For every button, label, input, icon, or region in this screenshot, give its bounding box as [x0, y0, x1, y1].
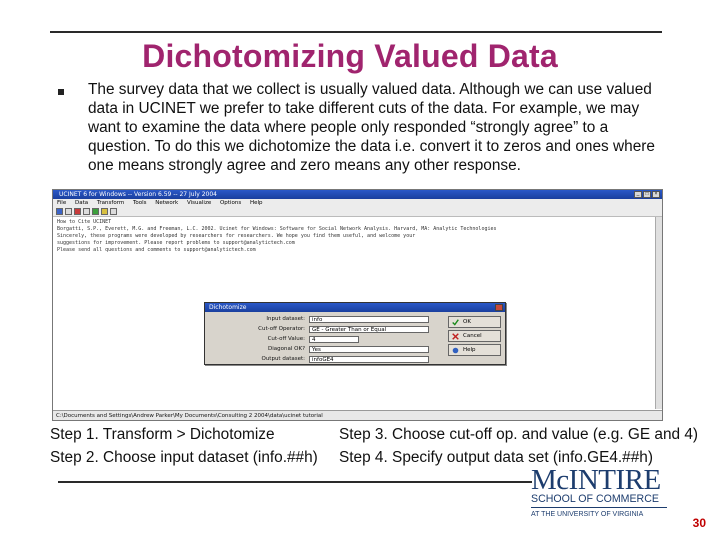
menu-item-network[interactable]: Network — [155, 200, 179, 206]
menu-item-transform[interactable]: Transform — [96, 200, 125, 206]
x-icon — [452, 333, 459, 340]
step-4: Step 4. Specify output data set (info.GE4.##h) — [339, 449, 653, 466]
netdraw-icon[interactable] — [74, 208, 81, 215]
check-icon — [452, 319, 459, 326]
menu-item-options[interactable]: Options — [219, 200, 242, 206]
maximize-icon[interactable]: □ — [643, 191, 651, 198]
output-dataset-row — [209, 355, 429, 363]
logo-main: McINTIRE — [531, 464, 661, 496]
bullet-text: The survey data that we collect is usually valued data. Although we can use valued data in UCINET we prefer to take different cuts of the data. For example, we may want to examine the data where people only responded “strongly agree” to a question. To do this we dichotomize the data i.e. convert it to zeros and ones where one means strongly agree and zero means any other response. — [88, 81, 655, 174]
cutoff-value-field[interactable]: 4 — [309, 336, 359, 343]
window-controls — [634, 191, 660, 198]
cutoff-value-label: Cut-off Value: — [267, 336, 305, 342]
text-icon[interactable] — [83, 208, 90, 215]
logo-sub: SCHOOL OF COMMERCE — [531, 493, 659, 505]
log-line: How to Cite UCINET — [57, 219, 112, 225]
bullet-icon — [58, 89, 64, 95]
vertical-scrollbar[interactable] — [655, 217, 662, 409]
status-bar: C:\Documents and Settings\Andrew Parker\My Documents\Consulting 2 2004\data\ucinet tutorial — [53, 410, 662, 420]
cutoff-operator-select[interactable]: GE - Greater Than or Equal — [309, 326, 429, 333]
step-3: Step 3. Choose cut-off op. and value (e.g. GE and 4) — [339, 426, 699, 443]
menu-item-tools[interactable]: Tools — [132, 200, 147, 206]
logo-sub2: AT THE UNIVERSITY OF VIRGINIA — [531, 511, 644, 518]
log-line: Sincerely, these programs were developed by researchers for researchers. We hope you find them useful, and welcome your — [57, 233, 416, 239]
close-icon[interactable]: × — [652, 191, 660, 198]
top-rule — [50, 31, 662, 33]
dialog-title[interactable]: Dichotomize — [205, 303, 505, 312]
close-icon[interactable] — [495, 304, 503, 311]
cancel-button[interactable] — [448, 330, 501, 342]
output-dataset-field[interactable]: infoGE4 — [309, 356, 429, 363]
step-1: Step 1. Transform > Dichotomize — [50, 426, 275, 443]
menu-item-data[interactable]: Data — [74, 200, 89, 206]
help-icon[interactable] — [110, 208, 117, 215]
dichotomize-dialog — [204, 302, 506, 365]
menu-item-visualize[interactable]: Visualize — [187, 200, 212, 206]
open-icon[interactable] — [56, 208, 63, 215]
help-button[interactable] — [448, 344, 501, 356]
cutoff-value-row — [209, 335, 359, 343]
bottom-rule — [58, 481, 532, 483]
minimize-icon[interactable]: _ — [634, 191, 642, 198]
input-dataset-row — [209, 315, 429, 323]
cancel-label: Cancel — [463, 333, 482, 339]
help-label: Help — [463, 347, 476, 353]
output-dataset-label: Output dataset: — [261, 356, 305, 362]
mage-icon[interactable] — [101, 208, 108, 215]
diagonal-select[interactable]: Yes — [309, 346, 429, 353]
menu-bar — [53, 199, 662, 207]
diagonal-row — [209, 345, 429, 353]
ucinet-window — [52, 189, 663, 421]
toolbar — [53, 207, 662, 217]
logo-rule — [531, 507, 667, 508]
input-dataset-label: Input dataset: — [266, 316, 305, 322]
ok-label: OK — [463, 319, 471, 325]
log-line: Please send all questions and comments to support@analytictech.com — [57, 247, 256, 253]
spreadsheet-icon[interactable] — [65, 208, 72, 215]
question-icon — [452, 347, 459, 354]
log-area — [53, 217, 662, 409]
input-dataset-field[interactable]: info — [309, 316, 429, 323]
cutoff-operator-row — [209, 325, 429, 333]
step-2: Step 2. Choose input dataset (info.##h) — [50, 449, 318, 466]
window-title: UCINET 6 for Windows -- Version 6.59 -- 27 July 2004 — [59, 191, 217, 198]
display-icon[interactable] — [92, 208, 99, 215]
window-title-bar[interactable] — [53, 190, 662, 199]
ok-button[interactable] — [448, 316, 501, 328]
slide-title: Dichotomizing Valued Data — [142, 38, 558, 74]
menu-item-file[interactable]: File — [57, 200, 67, 206]
menu-item-help[interactable]: Help — [249, 200, 263, 206]
log-line: Borgatti, S.P., Everett, M.G. and Freeman, L.C. 2002. Ucinet for Windows: Software for Social Network Analysis. Harvard, MA: Analytic Technologies — [57, 226, 497, 232]
cutoff-operator-label: Cut-off Operator: — [258, 326, 305, 332]
log-line: suggestions for improvement. Please report problems to support@analytictech.com — [57, 240, 295, 246]
page-number: 30 — [692, 516, 706, 530]
mcintire-logo — [531, 464, 667, 519]
diagonal-label: Diagonal OK? — [268, 346, 305, 352]
